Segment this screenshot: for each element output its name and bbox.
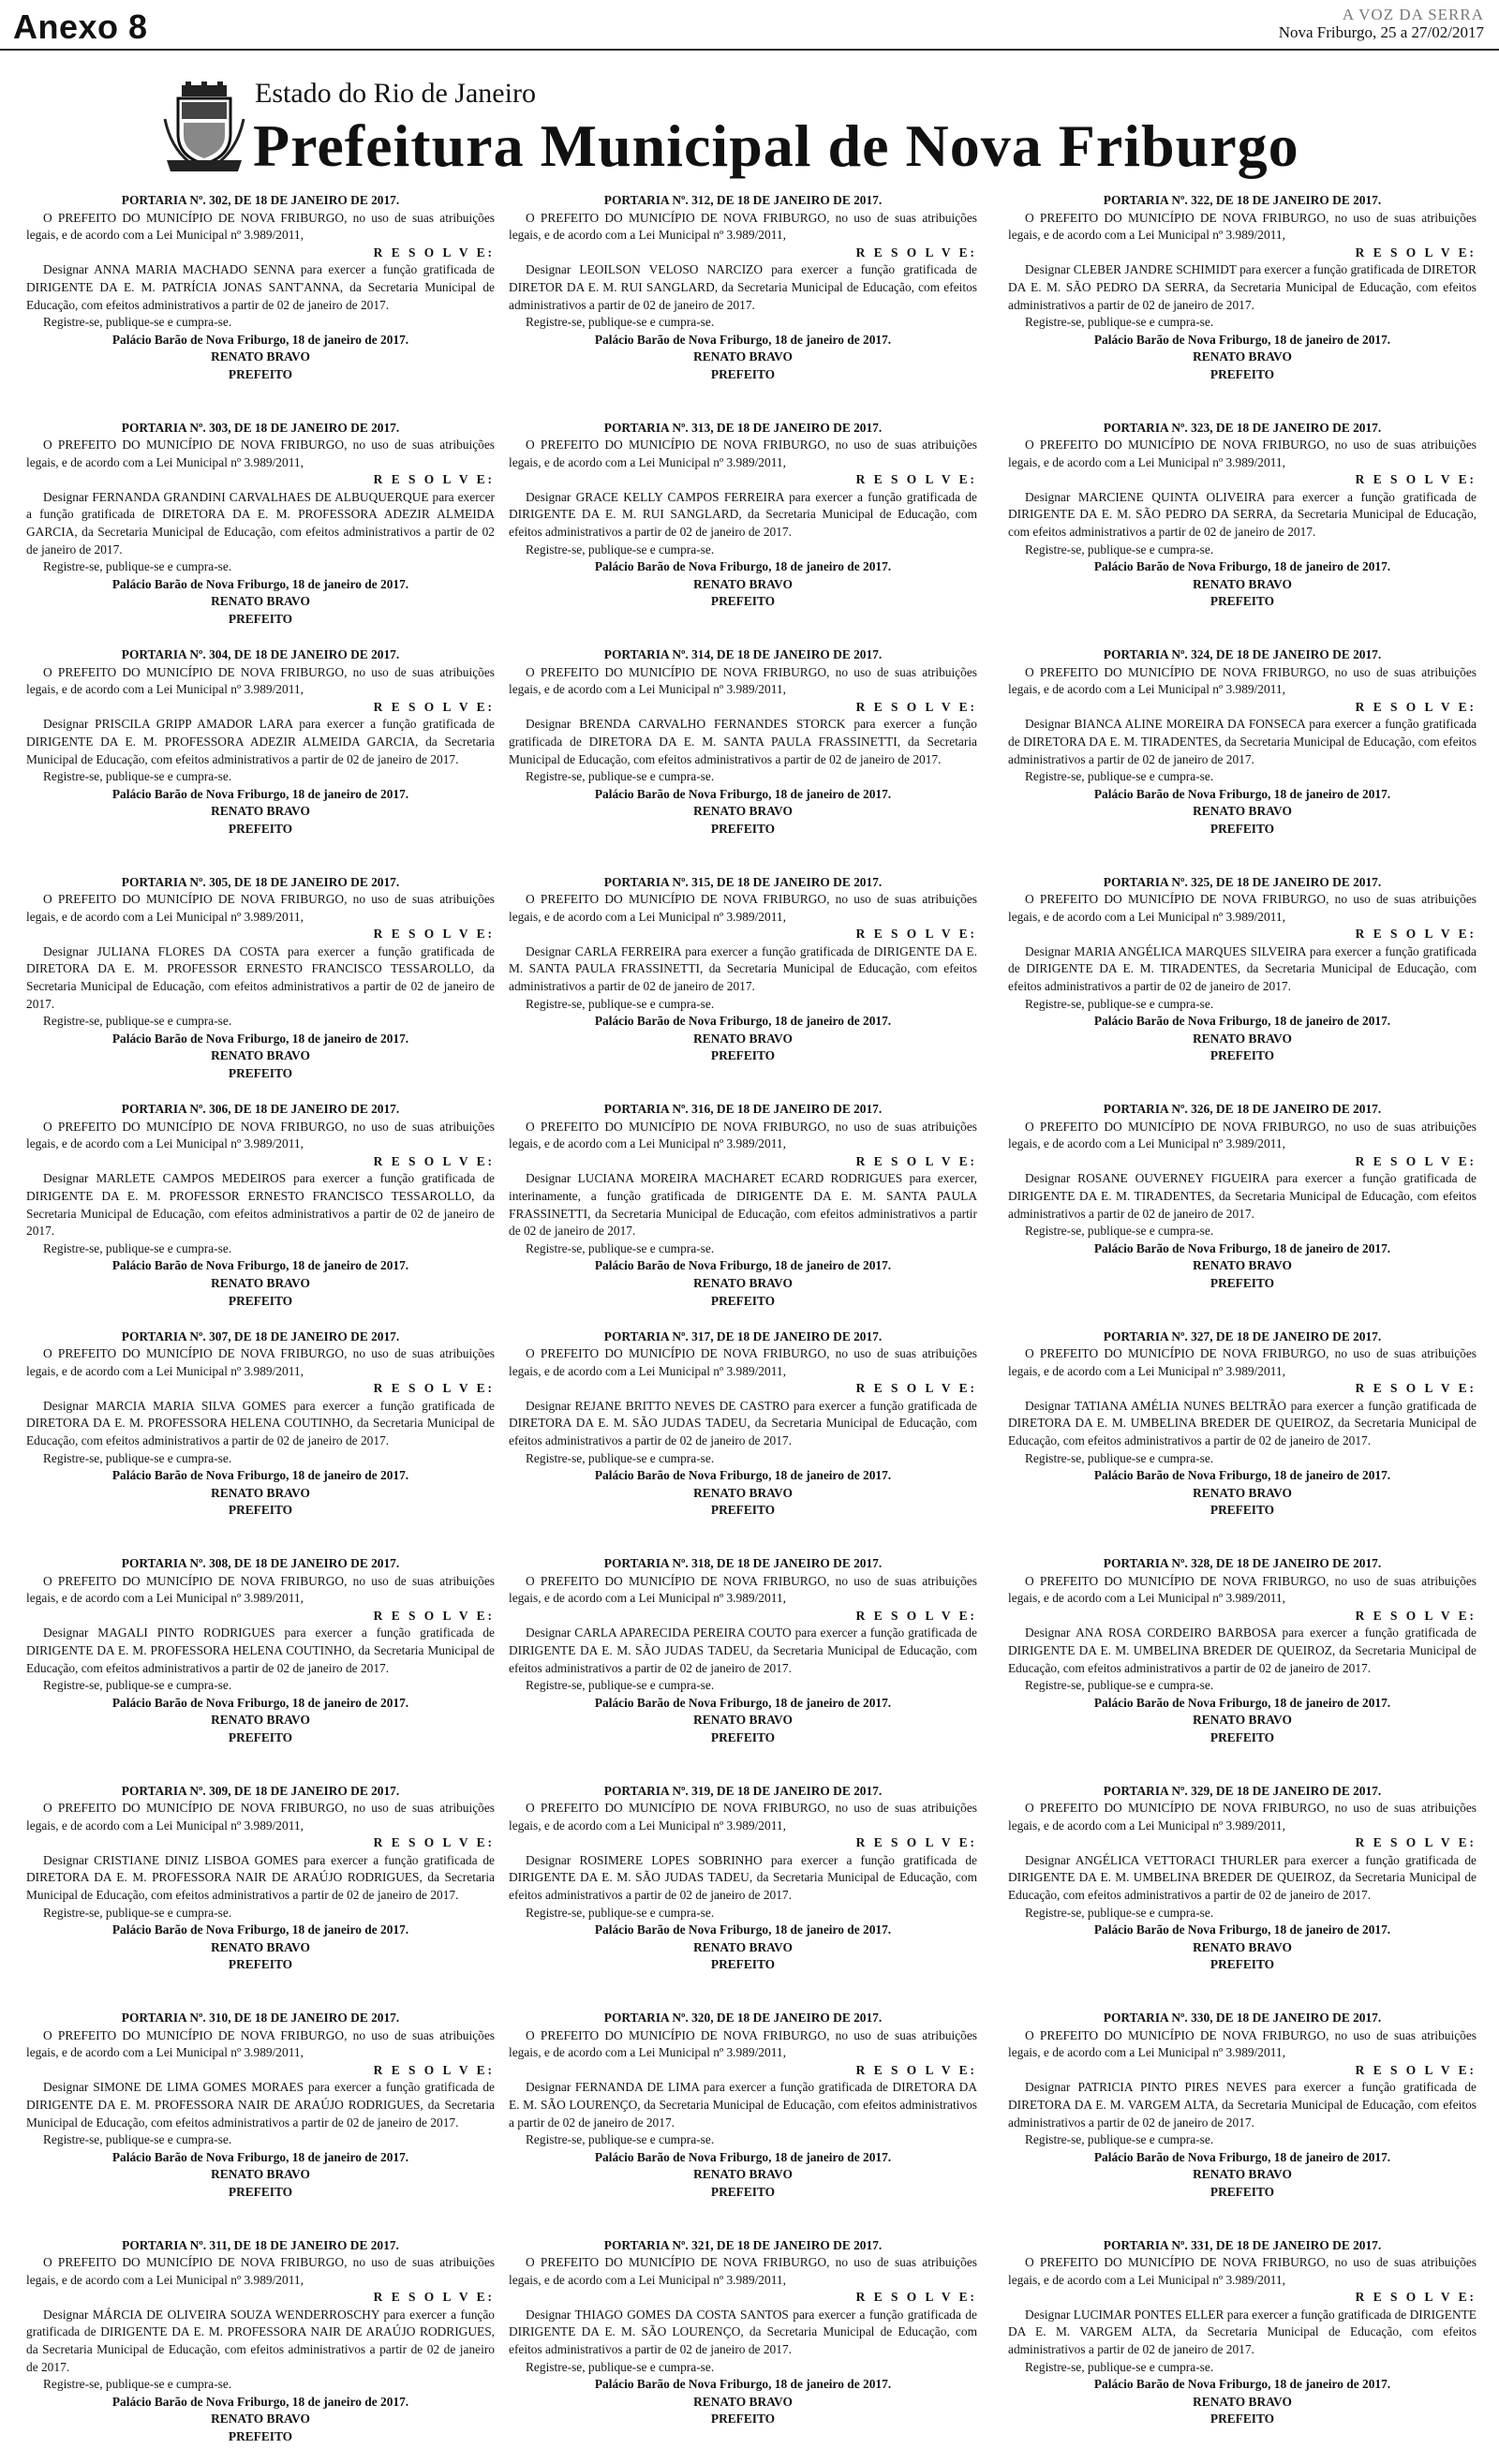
- portaria-intro: O PREFEITO DO MUNICÍPIO DE NOVA FRIBURGO, no uso de suas atribuições legais, e de acordo com a Lei Municipal nº 3.989/2011,: [26, 664, 495, 699]
- palace-date: Palácio Barão de Nova Friburgo, 18 de janeiro de 2017.: [26, 576, 495, 594]
- portaria-entry: [509, 1101, 977, 1328]
- signer-name: RENATO BRAVO: [26, 1275, 495, 1293]
- portaria-intro: O PREFEITO DO MUNICÍPIO DE NOVA FRIBURGO, no uso de suas atribuições legais, e de acordo com a Lei Municipal nº 3.989/2011,: [26, 1345, 495, 1380]
- register-line: Registre-se, publique-se e cumpra-se.: [1008, 996, 1477, 1014]
- palace-date: Palácio Barão de Nova Friburgo, 18 de janeiro de 2017.: [1008, 1922, 1477, 1939]
- signer-role: PREFEITO: [26, 1065, 495, 1083]
- signer-role: PREFEITO: [509, 1293, 977, 1311]
- register-line: Registre-se, publique-se e cumpra-se.: [26, 314, 495, 332]
- signer-role: PREFEITO: [26, 366, 495, 384]
- portaria-entry: [1008, 1555, 1477, 1783]
- palace-date: Palácio Barão de Nova Friburgo, 18 de janeiro de 2017.: [509, 786, 977, 804]
- register-line: Registre-se, publique-se e cumpra-se.: [509, 542, 977, 559]
- portaria-body: Designar MAGALI PINTO RODRIGUES para exercer a função gratificada de DIRIGENTE DA E. M. PROFESSORA HELENA COUTINHO, da Secretaria Municipal de Educação, com efeitos administrativos a partir de 02 de janeiro de 2017.: [26, 1625, 495, 1677]
- signer-role: PREFEITO: [26, 2184, 495, 2202]
- signer-role: PREFEITO: [509, 1729, 977, 1747]
- signer-name: RENATO BRAVO: [26, 1047, 495, 1065]
- portaria-intro: O PREFEITO DO MUNICÍPIO DE NOVA FRIBURGO, no uso de suas atribuições legais, e de acordo com a Lei Municipal nº 3.989/2011,: [26, 1119, 495, 1153]
- signer-name: RENATO BRAVO: [1008, 1712, 1477, 1729]
- portaria-entry: [26, 874, 495, 1102]
- portaria-title: PORTARIA Nº. 309, DE 18 DE JANEIRO DE 2017.: [26, 1783, 495, 1801]
- portaria-entry: [1008, 192, 1477, 420]
- masthead: [0, 52, 1499, 183]
- signer-name: RENATO BRAVO: [1008, 1939, 1477, 1957]
- resolve-heading: R E S O L V E:: [1008, 699, 1477, 717]
- palace-date: Palácio Barão de Nova Friburgo, 18 de janeiro de 2017.: [1008, 1013, 1477, 1031]
- palace-date: Palácio Barão de Nova Friburgo, 18 de janeiro de 2017.: [509, 2149, 977, 2167]
- portaria-body: Designar MARLETE CAMPOS MEDEIROS para exercer a função gratificada de DIRIGENTE DA E. M. PROFESSOR ERNESTO FRANCISCO TESSAROLLO, da Secretaria Municipal de Educação, com efeitos administrativos a partir de 02 de janeiro de 2017.: [26, 1170, 495, 1239]
- resolve-heading: R E S O L V E:: [26, 245, 495, 262]
- register-line: Registre-se, publique-se e cumpra-se.: [509, 768, 977, 786]
- palace-date: Palácio Barão de Nova Friburgo, 18 de janeiro de 2017.: [26, 2149, 495, 2167]
- register-line: Registre-se, publique-se e cumpra-se.: [26, 768, 495, 786]
- column-3: [1008, 192, 1477, 2464]
- portaria-intro: O PREFEITO DO MUNICÍPIO DE NOVA FRIBURGO, no uso de suas atribuições legais, e de acordo com a Lei Municipal nº 3.989/2011,: [509, 210, 977, 245]
- resolve-heading: R E S O L V E:: [1008, 2062, 1477, 2080]
- signer-name: RENATO BRAVO: [26, 349, 495, 366]
- signer-name: RENATO BRAVO: [509, 349, 977, 366]
- portaria-body: Designar JULIANA FLORES DA COSTA para exercer a função gratificada de DIRETORA DA E. M. PROFESSOR ERNESTO FRANCISCO TESSAROLLO, da Secretaria Municipal de Educação, com efeitos administrativos a partir de 02 de janeiro de 2017.: [26, 943, 495, 1013]
- portaria-entry: [1008, 2010, 1477, 2237]
- portaria-intro: O PREFEITO DO MUNICÍPIO DE NOVA FRIBURGO, no uso de suas atribuições legais, e de acordo com a Lei Municipal nº 3.989/2011,: [509, 1573, 977, 1608]
- resolve-heading: R E S O L V E:: [509, 1380, 977, 1398]
- portaria-entry: [1008, 874, 1477, 1102]
- register-line: Registre-se, publique-se e cumpra-se.: [509, 1905, 977, 1922]
- palace-date: Palácio Barão de Nova Friburgo, 18 de janeiro de 2017.: [26, 1467, 495, 1485]
- palace-date: Palácio Barão de Nova Friburgo, 18 de janeiro de 2017.: [26, 1031, 495, 1048]
- portaria-entry: [509, 2010, 977, 2237]
- portaria-intro: O PREFEITO DO MUNICÍPIO DE NOVA FRIBURGO, no uso de suas atribuições legais, e de acordo com a Lei Municipal nº 3.989/2011,: [509, 1119, 977, 1153]
- portaria-intro: O PREFEITO DO MUNICÍPIO DE NOVA FRIBURGO, no uso de suas atribuições legais, e de acordo com a Lei Municipal nº 3.989/2011,: [1008, 1345, 1477, 1380]
- portaria-entry: [509, 1783, 977, 2011]
- portaria-entry: [509, 192, 977, 420]
- portaria-title: PORTARIA Nº. 323, DE 18 DE JANEIRO DE 2017.: [1008, 420, 1477, 438]
- signer-role: PREFEITO: [1008, 1729, 1477, 1747]
- signer-role: PREFEITO: [509, 1502, 977, 1520]
- signer-role: PREFEITO: [509, 1047, 977, 1065]
- signer-name: RENATO BRAVO: [1008, 1485, 1477, 1503]
- signer-role: PREFEITO: [1008, 1275, 1477, 1293]
- register-line: Registre-se, publique-se e cumpra-se.: [26, 1013, 495, 1031]
- resolve-heading: R E S O L V E:: [1008, 926, 1477, 943]
- palace-date: Palácio Barão de Nova Friburgo, 18 de janeiro de 2017.: [509, 1467, 977, 1485]
- signer-name: RENATO BRAVO: [509, 803, 977, 821]
- portaria-title: PORTARIA Nº. 325, DE 18 DE JANEIRO DE 2017.: [1008, 874, 1477, 892]
- signer-name: RENATO BRAVO: [26, 2166, 495, 2184]
- register-line: Registre-se, publique-se e cumpra-se.: [26, 1905, 495, 1922]
- portaria-entry: [1008, 646, 1477, 874]
- register-line: Registre-se, publique-se e cumpra-se.: [509, 1240, 977, 1258]
- portaria-title: PORTARIA Nº. 318, DE 18 DE JANEIRO DE 2017.: [509, 1555, 977, 1573]
- portaria-title: PORTARIA Nº. 316, DE 18 DE JANEIRO DE 2017.: [509, 1101, 977, 1119]
- register-line: Registre-se, publique-se e cumpra-se.: [1008, 1905, 1477, 1922]
- portaria-entry: [1008, 1328, 1477, 1556]
- portaria-body: Designar PATRICIA PINTO PIRES NEVES para exercer a função gratificada de DIRETORA DA E. M. VARGEM ALTA, da Secretaria Municipal de Educação, com efeitos administrativos a partir de 02 de janeiro de 2017.: [1008, 2079, 1477, 2131]
- portaria-entry: [509, 2237, 977, 2464]
- resolve-heading: R E S O L V E:: [26, 1153, 495, 1171]
- resolve-heading: R E S O L V E:: [26, 2289, 495, 2307]
- page-title: Prefeitura Municipal de Nova Friburgo: [253, 111, 1299, 181]
- portaria-body: Designar MÁRCIA DE OLIVEIRA SOUZA WENDERROSCHY para exercer a função gratificada de DIRIGENTE DA E. M. PROFESSORA NAIR DE ARAÚJO RODRIGUES, da Secretaria Municipal de Educação, com efeitos administrativos a partir de 02 de janeiro de 2017.: [26, 2307, 495, 2376]
- section-label: Anexo 8: [13, 7, 148, 47]
- portaria-entry: [26, 646, 495, 874]
- signer-role: PREFEITO: [509, 1956, 977, 1974]
- signer-name: RENATO BRAVO: [1008, 803, 1477, 821]
- register-line: Registre-se, publique-se e cumpra-se.: [1008, 1450, 1477, 1468]
- signer-role: PREFEITO: [1008, 2184, 1477, 2202]
- newspaper-info: [1279, 6, 1484, 41]
- portaria-body: Designar MARIA ANGÉLICA MARQUES SILVEIRA para exercer a função gratificada de DIRIGENTE DA E. M. TIRADENTES, da Secretaria Municipal de Educação, com efeitos administrativos a partir de 02 de janeiro de 2017.: [1008, 943, 1477, 996]
- portaria-body: Designar CRISTIANE DINIZ LISBOA GOMES para exercer a função gratificada de DIRETORA DA E. M. PROFESSORA NAIR DE ARAÚJO RODRIGUES, da Secretaria Municipal de Educação, com efeitos administrativos a partir de 02 de janeiro de 2017.: [26, 1852, 495, 1905]
- resolve-heading: R E S O L V E:: [1008, 1834, 1477, 1852]
- portaria-title: PORTARIA Nº. 331, DE 18 DE JANEIRO DE 2017.: [1008, 2237, 1477, 2255]
- signer-role: PREFEITO: [1008, 1956, 1477, 1974]
- register-line: Registre-se, publique-se e cumpra-se.: [26, 558, 495, 576]
- resolve-heading: R E S O L V E:: [1008, 1608, 1477, 1625]
- portaria-body: Designar MARCIENE QUINTA OLIVEIRA para exercer a função gratificada de DIRIGENTE DA E. M. SÃO PEDRO DA SERRA, da Secretaria Municipal de Educação, com efeitos administrativos a partir de 02 de janeiro de 2017.: [1008, 489, 1477, 542]
- signer-role: PREFEITO: [1008, 821, 1477, 839]
- resolve-heading: R E S O L V E:: [509, 699, 977, 717]
- portaria-title: PORTARIA Nº. 324, DE 18 DE JANEIRO DE 2017.: [1008, 646, 1477, 664]
- portaria-body: Designar THIAGO GOMES DA COSTA SANTOS para exercer a função gratificada de DIRIGENTE DA E. M. SÃO LOURENÇO, da Secretaria Municipal de Educação, com efeitos administrativos a partir de 02 de janeiro de 2017.: [509, 2307, 977, 2359]
- register-line: Registre-se, publique-se e cumpra-se.: [509, 2131, 977, 2149]
- signer-role: PREFEITO: [26, 611, 495, 629]
- portaria-title: PORTARIA Nº. 319, DE 18 DE JANEIRO DE 2017.: [509, 1783, 977, 1801]
- register-line: Registre-se, publique-se e cumpra-se.: [1008, 2359, 1477, 2377]
- portaria-intro: O PREFEITO DO MUNICÍPIO DE NOVA FRIBURGO, no uso de suas atribuições legais, e de acordo com a Lei Municipal nº 3.989/2011,: [1008, 1800, 1477, 1834]
- resolve-heading: R E S O L V E:: [26, 926, 495, 943]
- portaria-title: PORTARIA Nº. 304, DE 18 DE JANEIRO DE 2017.: [26, 646, 495, 664]
- register-line: Registre-se, publique-se e cumpra-se.: [26, 1450, 495, 1468]
- palace-date: Palácio Barão de Nova Friburgo, 18 de janeiro de 2017.: [1008, 1695, 1477, 1713]
- portaria-title: PORTARIA Nº. 311, DE 18 DE JANEIRO DE 2017.: [26, 2237, 495, 2255]
- portaria-body: Designar ANNA MARIA MACHADO SENNA para exercer a função gratificada de DIRIGENTE DA E. M. PATRÍCIA JONAS SANT'ANNA, da Secretaria Municipal de Educação, com efeitos administrativos a partir de 02 de janeiro de 2017.: [26, 261, 495, 314]
- portaria-title: PORTARIA Nº. 302, DE 18 DE JANEIRO DE 2017.: [26, 192, 495, 210]
- portaria-title: PORTARIA Nº. 308, DE 18 DE JANEIRO DE 2017.: [26, 1555, 495, 1573]
- signer-role: PREFEITO: [509, 593, 977, 611]
- resolve-heading: R E S O L V E:: [509, 2289, 977, 2307]
- palace-date: Palácio Barão de Nova Friburgo, 18 de janeiro de 2017.: [509, 2376, 977, 2394]
- palace-date: Palácio Barão de Nova Friburgo, 18 de janeiro de 2017.: [26, 1695, 495, 1713]
- resolve-heading: R E S O L V E:: [509, 926, 977, 943]
- portaria-intro: O PREFEITO DO MUNICÍPIO DE NOVA FRIBURGO, no uso de suas atribuições legais, e de acordo com a Lei Municipal nº 3.989/2011,: [1008, 1573, 1477, 1608]
- portaria-body: Designar GRACE KELLY CAMPOS FERREIRA para exercer a função gratificada de DIRIGENTE DA E. M. RUI SANGLARD, da Secretaria Municipal de Educação, com efeitos administrativos a partir de 02 de janeiro de 2017.: [509, 489, 977, 542]
- palace-date: Palácio Barão de Nova Friburgo, 18 de janeiro de 2017.: [26, 786, 495, 804]
- signer-name: RENATO BRAVO: [26, 1939, 495, 1957]
- resolve-heading: R E S O L V E:: [509, 1834, 977, 1852]
- register-line: Registre-se, publique-se e cumpra-se.: [509, 314, 977, 332]
- portaria-intro: O PREFEITO DO MUNICÍPIO DE NOVA FRIBURGO, no uso de suas atribuições legais, e de acordo com a Lei Municipal nº 3.989/2011,: [1008, 2254, 1477, 2289]
- column-1: [26, 192, 495, 2464]
- palace-date: Palácio Barão de Nova Friburgo, 18 de janeiro de 2017.: [1008, 1467, 1477, 1485]
- portaria-entry: [1008, 1101, 1477, 1328]
- portaria-entry: [509, 646, 977, 874]
- portaria-body: Designar REJANE BRITTO NEVES DE CASTRO para exercer a função gratificada de DIRETORA DA E. M. SÃO JUDAS TADEU, da Secretaria Municipal de Educação, com efeitos administrativos a partir de 02 de janeiro de 2017.: [509, 1398, 977, 1450]
- signer-name: RENATO BRAVO: [509, 1031, 977, 1048]
- signer-name: RENATO BRAVO: [26, 803, 495, 821]
- portaria-title: PORTARIA Nº. 305, DE 18 DE JANEIRO DE 2017.: [26, 874, 495, 892]
- portaria-intro: O PREFEITO DO MUNICÍPIO DE NOVA FRIBURGO, no uso de suas atribuições legais, e de acordo com a Lei Municipal nº 3.989/2011,: [1008, 664, 1477, 699]
- resolve-heading: R E S O L V E:: [26, 699, 495, 717]
- portaria-body: Designar BRENDA CARVALHO FERNANDES STORCK para exercer a função gratificada de DIRETORA DA E. M. SANTA PAULA FRASSINETTI, da Secretaria Municipal de Educação, com efeitos administrativos a partir de 02 de janeiro de 2017.: [509, 716, 977, 768]
- resolve-heading: R E S O L V E:: [26, 471, 495, 489]
- portaria-intro: O PREFEITO DO MUNICÍPIO DE NOVA FRIBURGO, no uso de suas atribuições legais, e de acordo com a Lei Municipal nº 3.989/2011,: [1008, 437, 1477, 471]
- portaria-intro: O PREFEITO DO MUNICÍPIO DE NOVA FRIBURGO, no uso de suas atribuições legais, e de acordo com a Lei Municipal nº 3.989/2011,: [509, 1345, 977, 1380]
- portaria-entry: [26, 420, 495, 647]
- register-line: Registre-se, publique-se e cumpra-se.: [509, 1677, 977, 1695]
- portaria-body: Designar LEOILSON VELOSO NARCIZO para exercer a função gratificada de DIRETOR DA E. M. RUI SANGLARD, da Secretaria Municipal de Educação, com efeitos administrativos a partir de 02 de janeiro de 2017.: [509, 261, 977, 314]
- signer-role: PREFEITO: [1008, 593, 1477, 611]
- register-line: Registre-se, publique-se e cumpra-se.: [26, 2376, 495, 2394]
- register-line: Registre-se, publique-se e cumpra-se.: [1008, 1677, 1477, 1695]
- portaria-body: Designar FERNANDA GRANDINI CARVALHAES DE ALBUQUERQUE para exercer a função gratificada de DIRETORA DA E. M. PROFESSORA ADEZIR ALMEIDA GARCIA, da Secretaria Municipal de Educação, com efeitos administrativos a partir de 02 de janeiro de 2017.: [26, 489, 495, 558]
- edition-date: Nova Friburgo, 25 a 27/02/2017: [1279, 23, 1484, 41]
- resolve-heading: R E S O L V E:: [509, 1153, 977, 1171]
- portaria-intro: O PREFEITO DO MUNICÍPIO DE NOVA FRIBURGO, no uso de suas atribuições legais, e de acordo com a Lei Municipal nº 3.989/2011,: [26, 2254, 495, 2289]
- register-line: Registre-se, publique-se e cumpra-se.: [509, 1450, 977, 1468]
- portaria-intro: O PREFEITO DO MUNICÍPIO DE NOVA FRIBURGO, no uso de suas atribuições legais, e de acordo com a Lei Municipal nº 3.989/2011,: [26, 891, 495, 926]
- portaria-entry: [509, 1328, 977, 1556]
- portaria-body: Designar ANGÉLICA VETTORACI THURLER para exercer a função gratificada de DIRIGENTE DA E. M. UMBELINA BREDER DE QUEIROZ, da Secretaria Municipal de Educação, com efeitos administrativos a partir de 02 de janeiro de 2017.: [1008, 1852, 1477, 1905]
- portaria-intro: O PREFEITO DO MUNICÍPIO DE NOVA FRIBURGO, no uso de suas atribuições legais, e de acordo com a Lei Municipal nº 3.989/2011,: [1008, 210, 1477, 245]
- signer-name: RENATO BRAVO: [26, 2411, 495, 2428]
- resolve-heading: R E S O L V E:: [26, 2062, 495, 2080]
- portaria-body: Designar TATIANA AMÉLIA NUNES BELTRÃO para exercer a função gratificada de DIRETORA DA E. M. UMBELINA BREDER DE QUEIROZ, da Secretaria Municipal de Educação, com efeitos administrativos a partir de 02 de janeiro de 2017.: [1008, 1398, 1477, 1450]
- portaria-intro: O PREFEITO DO MUNICÍPIO DE NOVA FRIBURGO, no uso de suas atribuições legais, e de acordo com a Lei Municipal nº 3.989/2011,: [509, 2027, 977, 2062]
- portaria-intro: O PREFEITO DO MUNICÍPIO DE NOVA FRIBURGO, no uso de suas atribuições legais, e de acordo com a Lei Municipal nº 3.989/2011,: [1008, 891, 1477, 926]
- newspaper-name: A VOZ DA SERRA: [1279, 6, 1484, 23]
- signer-name: RENATO BRAVO: [509, 2166, 977, 2184]
- resolve-heading: R E S O L V E:: [509, 245, 977, 262]
- portaria-body: Designar MARCIA MARIA SILVA GOMES para exercer a função gratificada de DIRETORA DA E. M. PROFESSORA HELENA COUTINHO, da Secretaria Municipal de Educação, com efeitos administrativos a partir de 02 de janeiro de 2017.: [26, 1398, 495, 1450]
- portaria-entry: [26, 1328, 495, 1556]
- resolve-heading: R E S O L V E:: [26, 1834, 495, 1852]
- portaria-intro: O PREFEITO DO MUNICÍPIO DE NOVA FRIBURGO, no uso de suas atribuições legais, e de acordo com a Lei Municipal nº 3.989/2011,: [26, 2027, 495, 2062]
- register-line: Registre-se, publique-se e cumpra-se.: [1008, 542, 1477, 559]
- resolve-heading: R E S O L V E:: [1008, 1153, 1477, 1171]
- portaria-title: PORTARIA Nº. 317, DE 18 DE JANEIRO DE 2017.: [509, 1328, 977, 1346]
- portaria-body: Designar ROSANE OUVERNEY FIGUEIRA para exercer a função gratificada de DIRIGENTE DA E. M. TIRADENTES, da Secretaria Municipal de Educação, com efeitos administrativos a partir de 02 de janeiro de 2017.: [1008, 1170, 1477, 1223]
- portaria-body: Designar BIANCA ALINE MOREIRA DA FONSECA para exercer a função gratificada de DIRETORA DA E. M. TIRADENTES, da Secretaria Municipal de Educação, com efeitos administrativos a partir de 02 de janeiro de 2017.: [1008, 716, 1477, 768]
- palace-date: Palácio Barão de Nova Friburgo, 18 de janeiro de 2017.: [509, 332, 977, 349]
- register-line: Registre-se, publique-se e cumpra-se.: [509, 996, 977, 1014]
- palace-date: Palácio Barão de Nova Friburgo, 18 de janeiro de 2017.: [1008, 2149, 1477, 2167]
- palace-date: Palácio Barão de Nova Friburgo, 18 de janeiro de 2017.: [1008, 558, 1477, 576]
- portaria-title: PORTARIA Nº. 307, DE 18 DE JANEIRO DE 2017.: [26, 1328, 495, 1346]
- register-line: Registre-se, publique-se e cumpra-se.: [26, 1677, 495, 1695]
- signer-name: RENATO BRAVO: [509, 1939, 977, 1957]
- portaria-body: Designar SIMONE DE LIMA GOMES MORAES para exercer a função gratificada de DIRIGENTE DA E. M. PROFESSORA NAIR DE ARAÚJO RODRIGUES, da Secretaria Municipal de Educação, com efeitos administrativos a partir de 02 de janeiro de 2017.: [26, 2079, 495, 2131]
- portaria-entry: [509, 420, 977, 647]
- portaria-title: PORTARIA Nº. 314, DE 18 DE JANEIRO DE 2017.: [509, 646, 977, 664]
- signer-name: RENATO BRAVO: [1008, 2394, 1477, 2412]
- signer-name: RENATO BRAVO: [1008, 1031, 1477, 1048]
- portaria-title: PORTARIA Nº. 327, DE 18 DE JANEIRO DE 2017.: [1008, 1328, 1477, 1346]
- portaria-title: PORTARIA Nº. 303, DE 18 DE JANEIRO DE 2017.: [26, 420, 495, 438]
- signer-name: RENATO BRAVO: [509, 576, 977, 594]
- portaria-body: Designar LUCIMAR PONTES ELLER para exercer a função gratificada de DIRIGENTE DA E. M. VARGEM ALTA, da Secretaria Municipal de Educação, com efeitos administrativos a partir de 02 de janeiro de 2017.: [1008, 2307, 1477, 2359]
- signer-role: PREFEITO: [26, 2428, 495, 2446]
- register-line: Registre-se, publique-se e cumpra-se.: [26, 2131, 495, 2149]
- page-header: [0, 0, 1499, 51]
- portaria-entry: [26, 2237, 495, 2464]
- state-name: Estado do Rio de Janeiro: [255, 78, 536, 110]
- portaria-title: PORTARIA Nº. 310, DE 18 DE JANEIRO DE 2017.: [26, 2010, 495, 2027]
- register-line: Registre-se, publique-se e cumpra-se.: [1008, 314, 1477, 332]
- portaria-title: PORTARIA Nº. 313, DE 18 DE JANEIRO DE 2017.: [509, 420, 977, 438]
- portaria-body: Designar CLEBER JANDRE SCHIMIDT para exercer a função gratificada de DIRETOR DA E. M. SÃO PEDRO DA SERRA, da Secretaria Municipal de Educação, com efeitos administrativos a partir de 02 de janeiro de 2017.: [1008, 261, 1477, 314]
- portaria-intro: O PREFEITO DO MUNICÍPIO DE NOVA FRIBURGO, no uso de suas atribuições legais, e de acordo com a Lei Municipal nº 3.989/2011,: [1008, 1119, 1477, 1153]
- resolve-heading: R E S O L V E:: [509, 2062, 977, 2080]
- portaria-title: PORTARIA Nº. 329, DE 18 DE JANEIRO DE 2017.: [1008, 1783, 1477, 1801]
- portaria-body: Designar PRISCILA GRIPP AMADOR LARA para exercer a função gratificada de DIRIGENTE DA E. M. PROFESSORA ADEZIR ALMEIDA GARCIA, da Secretaria Municipal de Educação, com efeitos administrativos a partir de 02 de janeiro de 2017.: [26, 716, 495, 768]
- portaria-title: PORTARIA Nº. 306, DE 18 DE JANEIRO DE 2017.: [26, 1101, 495, 1119]
- signer-name: RENATO BRAVO: [1008, 349, 1477, 366]
- portaria-entry: [26, 1101, 495, 1328]
- portaria-title: PORTARIA Nº. 328, DE 18 DE JANEIRO DE 2017.: [1008, 1555, 1477, 1573]
- register-line: Registre-se, publique-se e cumpra-se.: [1008, 2131, 1477, 2149]
- portaria-entry: [26, 2010, 495, 2237]
- palace-date: Palácio Barão de Nova Friburgo, 18 de janeiro de 2017.: [1008, 786, 1477, 804]
- portaria-intro: O PREFEITO DO MUNICÍPIO DE NOVA FRIBURGO, no uso de suas atribuições legais, e de acordo com a Lei Municipal nº 3.989/2011,: [26, 210, 495, 245]
- signer-role: PREFEITO: [509, 2411, 977, 2428]
- signer-role: PREFEITO: [509, 366, 977, 384]
- signer-role: PREFEITO: [26, 1729, 495, 1747]
- palace-date: Palácio Barão de Nova Friburgo, 18 de janeiro de 2017.: [509, 1922, 977, 1939]
- portaria-entry: [26, 192, 495, 420]
- portaria-intro: O PREFEITO DO MUNICÍPIO DE NOVA FRIBURGO, no uso de suas atribuições legais, e de acordo com a Lei Municipal nº 3.989/2011,: [509, 2254, 977, 2289]
- palace-date: Palácio Barão de Nova Friburgo, 18 de janeiro de 2017.: [26, 2394, 495, 2412]
- portaria-title: PORTARIA Nº. 320, DE 18 DE JANEIRO DE 2017.: [509, 2010, 977, 2027]
- portaria-intro: O PREFEITO DO MUNICÍPIO DE NOVA FRIBURGO, no uso de suas atribuições legais, e de acordo com a Lei Municipal nº 3.989/2011,: [509, 664, 977, 699]
- portaria-entry: [509, 874, 977, 1102]
- signer-role: PREFEITO: [26, 821, 495, 839]
- signer-name: RENATO BRAVO: [26, 593, 495, 611]
- portaria-body: Designar LUCIANA MOREIRA MACHARET ECARD RODRIGUES para exercer, interinamente, a função gratificada de DIRIGENTE DA E. M. SANTA PAULA FRASSINETTI, da Secretaria Municipal de Educação, com efeitos administrativos a partir de 02 de janeiro de 2017.: [509, 1170, 977, 1239]
- portaria-entry: [26, 1783, 495, 2011]
- column-2: [509, 192, 977, 2464]
- portaria-title: PORTARIA Nº. 312, DE 18 DE JANEIRO DE 2017.: [509, 192, 977, 210]
- resolve-heading: R E S O L V E:: [1008, 471, 1477, 489]
- signer-name: RENATO BRAVO: [1008, 2166, 1477, 2184]
- signer-name: RENATO BRAVO: [1008, 1257, 1477, 1275]
- register-line: Registre-se, publique-se e cumpra-se.: [1008, 1223, 1477, 1240]
- portaria-body: Designar FERNANDA DE LIMA para exercer a função gratificada de DIRETORA DA E. M. SÃO LOURENÇO, da Secretaria Municipal de Educação, com efeitos administrativos a partir de 02 de janeiro de 2017.: [509, 2079, 977, 2131]
- portaria-title: PORTARIA Nº. 321, DE 18 DE JANEIRO DE 2017.: [509, 2237, 977, 2255]
- portaria-title: PORTARIA Nº. 330, DE 18 DE JANEIRO DE 2017.: [1008, 2010, 1477, 2027]
- portaria-intro: O PREFEITO DO MUNICÍPIO DE NOVA FRIBURGO, no uso de suas atribuições legais, e de acordo com a Lei Municipal nº 3.989/2011,: [26, 1800, 495, 1834]
- signer-name: RENATO BRAVO: [509, 1485, 977, 1503]
- signer-role: PREFEITO: [26, 1293, 495, 1311]
- resolve-heading: R E S O L V E:: [1008, 2289, 1477, 2307]
- palace-date: Palácio Barão de Nova Friburgo, 18 de janeiro de 2017.: [509, 1013, 977, 1031]
- signer-role: PREFEITO: [26, 1956, 495, 1974]
- resolve-heading: R E S O L V E:: [26, 1608, 495, 1625]
- portaria-intro: O PREFEITO DO MUNICÍPIO DE NOVA FRIBURGO, no uso de suas atribuições legais, e de acordo com a Lei Municipal nº 3.989/2011,: [26, 1573, 495, 1608]
- portaria-intro: O PREFEITO DO MUNICÍPIO DE NOVA FRIBURGO, no uso de suas atribuições legais, e de acordo com a Lei Municipal nº 3.989/2011,: [509, 891, 977, 926]
- portaria-body: Designar ANA ROSA CORDEIRO BARBOSA para exercer a função gratificada de DIRIGENTE DA E. M. UMBELINA BREDER DE QUEIROZ, da Secretaria Municipal de Educação, com efeitos administrativos a partir de 02 de janeiro de 2017.: [1008, 1625, 1477, 1677]
- signer-name: RENATO BRAVO: [26, 1485, 495, 1503]
- portaria-entry: [1008, 1783, 1477, 2011]
- portaria-body: Designar ROSIMERE LOPES SOBRINHO para exercer a função gratificada de DIRIGENTE DA E. M. SÃO JUDAS TADEU, da Secretaria Municipal de Educação, com efeitos administrativos a partir de 02 de janeiro de 2017.: [509, 1852, 977, 1905]
- signer-role: PREFEITO: [1008, 366, 1477, 384]
- signer-name: RENATO BRAVO: [509, 1275, 977, 1293]
- register-line: Registre-se, publique-se e cumpra-se.: [509, 2359, 977, 2377]
- portaria-entry: [509, 1555, 977, 1783]
- portaria-title: PORTARIA Nº. 326, DE 18 DE JANEIRO DE 2017.: [1008, 1101, 1477, 1119]
- palace-date: Palácio Barão de Nova Friburgo, 18 de janeiro de 2017.: [26, 1922, 495, 1939]
- signer-name: RENATO BRAVO: [26, 1712, 495, 1729]
- signer-role: PREFEITO: [1008, 2411, 1477, 2428]
- portaria-intro: O PREFEITO DO MUNICÍPIO DE NOVA FRIBURGO, no uso de suas atribuições legais, e de acordo com a Lei Municipal nº 3.989/2011,: [509, 437, 977, 471]
- signer-role: PREFEITO: [1008, 1047, 1477, 1065]
- palace-date: Palácio Barão de Nova Friburgo, 18 de janeiro de 2017.: [509, 558, 977, 576]
- resolve-heading: R E S O L V E:: [1008, 1380, 1477, 1398]
- signer-name: RENATO BRAVO: [509, 2394, 977, 2412]
- palace-date: Palácio Barão de Nova Friburgo, 18 de janeiro de 2017.: [1008, 2376, 1477, 2394]
- palace-date: Palácio Barão de Nova Friburgo, 18 de janeiro de 2017.: [509, 1695, 977, 1713]
- resolve-heading: R E S O L V E:: [509, 471, 977, 489]
- portaria-intro: O PREFEITO DO MUNICÍPIO DE NOVA FRIBURGO, no uso de suas atribuições legais, e de acordo com a Lei Municipal nº 3.989/2011,: [1008, 2027, 1477, 2062]
- portaria-entry: [1008, 420, 1477, 647]
- signer-role: PREFEITO: [509, 821, 977, 839]
- signer-name: RENATO BRAVO: [509, 1712, 977, 1729]
- register-line: Registre-se, publique-se e cumpra-se.: [26, 1240, 495, 1258]
- palace-date: Palácio Barão de Nova Friburgo, 18 de janeiro de 2017.: [1008, 332, 1477, 349]
- resolve-heading: R E S O L V E:: [509, 1608, 977, 1625]
- palace-date: Palácio Barão de Nova Friburgo, 18 de janeiro de 2017.: [26, 332, 495, 349]
- portaria-intro: O PREFEITO DO MUNICÍPIO DE NOVA FRIBURGO, no uso de suas atribuições legais, e de acordo com a Lei Municipal nº 3.989/2011,: [26, 437, 495, 471]
- portaria-title: PORTARIA Nº. 315, DE 18 DE JANEIRO DE 2017.: [509, 874, 977, 892]
- resolve-heading: R E S O L V E:: [1008, 245, 1477, 262]
- palace-date: Palácio Barão de Nova Friburgo, 18 de janeiro de 2017.: [1008, 1240, 1477, 1258]
- palace-date: Palácio Barão de Nova Friburgo, 18 de janeiro de 2017.: [26, 1257, 495, 1275]
- portaria-title: PORTARIA Nº. 322, DE 18 DE JANEIRO DE 2017.: [1008, 192, 1477, 210]
- portaria-body: Designar CARLA APARECIDA PEREIRA COUTO para exercer a função gratificada de DIRIGENTE DA E. M. SÃO JUDAS TADEU, da Secretaria Municipal de Educação, com efeitos administrativos a partir de 02 de janeiro de 2017.: [509, 1625, 977, 1677]
- portaria-entry: [26, 1555, 495, 1783]
- coat-of-arms-icon: [161, 82, 247, 175]
- palace-date: Palácio Barão de Nova Friburgo, 18 de janeiro de 2017.: [509, 1257, 977, 1275]
- signer-role: PREFEITO: [1008, 1502, 1477, 1520]
- signer-name: RENATO BRAVO: [1008, 576, 1477, 594]
- portaria-body: Designar CARLA FERREIRA para exercer a função gratificada de DIRIGENTE DA E. M. SANTA PAULA FRASSINETTI, da Secretaria Municipal de Educação, com efeitos administrativos a partir de 02 de janeiro de 2017.: [509, 943, 977, 996]
- register-line: Registre-se, publique-se e cumpra-se.: [1008, 768, 1477, 786]
- portaria-entry: [1008, 2237, 1477, 2464]
- signer-role: PREFEITO: [509, 2184, 977, 2202]
- signer-role: PREFEITO: [26, 1502, 495, 1520]
- portaria-intro: O PREFEITO DO MUNICÍPIO DE NOVA FRIBURGO, no uso de suas atribuições legais, e de acordo com a Lei Municipal nº 3.989/2011,: [509, 1800, 977, 1834]
- resolve-heading: R E S O L V E:: [26, 1380, 495, 1398]
